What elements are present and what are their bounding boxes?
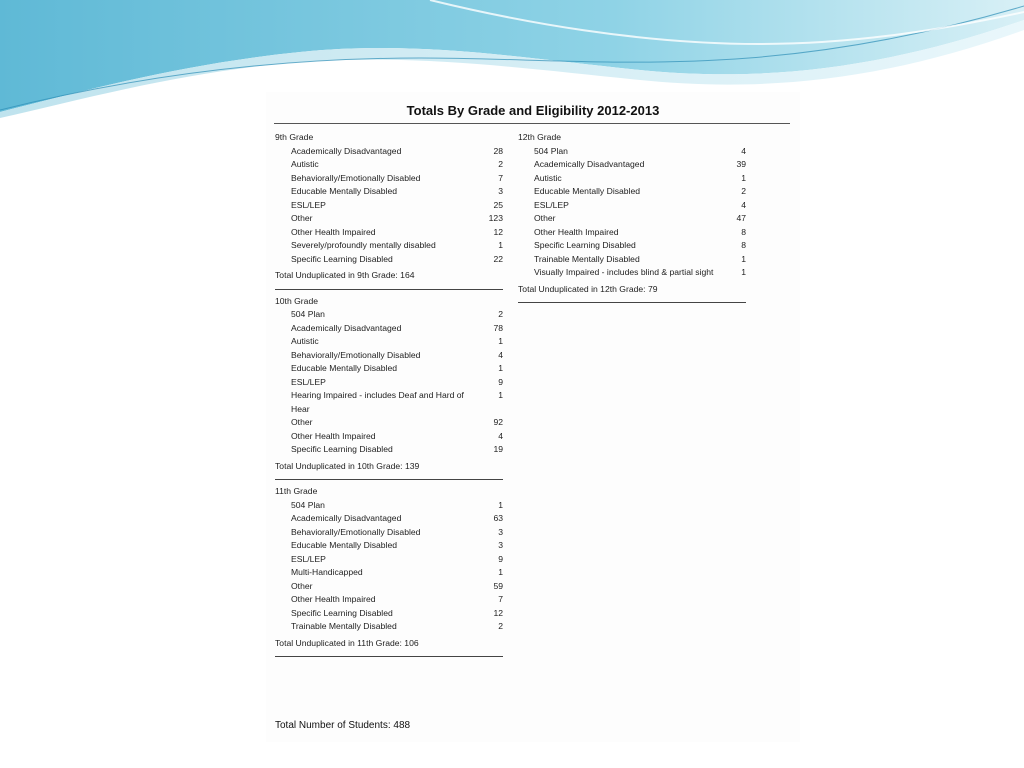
category-label: Behaviorally/Emotionally Disabled	[291, 172, 421, 183]
category-label: Specific Learning Disabled	[291, 607, 393, 618]
category-label: Other Health Impaired	[291, 594, 376, 604]
category-label: Autistic	[534, 172, 562, 183]
category-label: Multi-Handicapped	[291, 567, 363, 577]
table-row	[275, 226, 503, 240]
category-count: 2	[498, 309, 503, 319]
table-row	[275, 499, 503, 513]
category-label: Other	[291, 417, 313, 427]
table-row	[275, 416, 503, 430]
right-column	[518, 131, 746, 308]
category-label: Other	[291, 580, 313, 591]
table-row	[518, 239, 746, 253]
category-count: 9	[498, 376, 503, 387]
grade-total: Total Unduplicated in 10th Grade: 139	[275, 460, 420, 471]
category-label: Academically Disadvantaged	[534, 159, 645, 169]
category-count: 25	[493, 199, 503, 210]
category-label: Specific Learning Disabled	[534, 240, 636, 250]
table-row	[275, 566, 503, 580]
table-row	[518, 199, 746, 213]
category-label: Other Health Impaired	[291, 226, 376, 237]
category-label: Academically Disadvantaged	[291, 513, 402, 523]
category-count: 1	[498, 567, 503, 577]
section-divider	[275, 289, 503, 290]
category-count: 78	[493, 322, 503, 333]
category-count: 1	[498, 363, 503, 373]
category-count: 1	[741, 172, 746, 183]
table-row	[275, 593, 503, 607]
table-row	[275, 620, 503, 634]
table-row	[275, 212, 503, 226]
category-count: 1	[741, 253, 746, 264]
table-row	[275, 443, 503, 457]
table-row	[275, 349, 503, 363]
category-count: 4	[741, 199, 746, 210]
category-count: 22	[493, 253, 503, 264]
table-row	[275, 526, 503, 540]
category-count: 92	[493, 417, 503, 427]
section-divider	[275, 656, 503, 657]
grade-heading: 10th Grade	[275, 295, 318, 306]
table-row	[275, 158, 503, 172]
category-label: Behaviorally/Emotionally Disabled	[291, 349, 421, 360]
table-row	[275, 553, 503, 567]
table-row	[275, 539, 503, 553]
table-row	[518, 226, 746, 240]
table-row	[518, 158, 746, 172]
grade-heading: 12th Grade	[518, 132, 561, 142]
category-label: ESL/LEP	[291, 376, 326, 387]
category-count: 1	[498, 499, 503, 510]
category-count: 1	[498, 390, 503, 400]
category-label: Behaviorally/Emotionally Disabled	[291, 526, 421, 537]
table-row	[275, 172, 503, 186]
category-count: 1	[498, 240, 503, 250]
category-label: Educable Mentally Disabled	[291, 363, 398, 373]
category-count: 28	[493, 145, 503, 156]
category-count: 9	[498, 553, 503, 564]
table-row	[518, 172, 746, 186]
category-label: Trainable Mentally Disabled	[291, 621, 397, 631]
category-label: Other Health Impaired	[291, 430, 376, 441]
category-label: 504 Plan	[291, 309, 325, 319]
category-count: 12	[493, 226, 503, 237]
grade-total: Total Unduplicated in 11th Grade: 106	[275, 637, 419, 648]
table-row	[518, 145, 746, 159]
table-row	[275, 376, 503, 390]
section-divider	[275, 479, 503, 480]
grade-section-9th	[275, 131, 503, 290]
grade-section-12th	[518, 131, 746, 303]
category-count: 8	[741, 226, 746, 237]
category-count: 8	[741, 240, 746, 250]
category-count: 39	[736, 159, 746, 169]
category-count: 3	[498, 186, 503, 196]
category-label: Educable Mentally Disabled	[291, 186, 398, 196]
table-row	[275, 185, 503, 199]
report-title: Totals By Grade and Eligibility 2012-2013	[406, 103, 660, 118]
report-page	[266, 92, 800, 742]
category-label: Autistic	[291, 159, 319, 169]
category-count: 7	[498, 172, 503, 183]
category-count: 19	[493, 444, 503, 454]
grade-total: Total Unduplicated in 12th Grade: 79	[518, 283, 658, 294]
category-label: ESL/LEP	[291, 199, 326, 210]
table-row	[275, 389, 503, 416]
table-row	[275, 362, 503, 376]
table-row	[275, 239, 503, 253]
grand-total: Total Number of Students: 488	[275, 720, 411, 731]
category-count: 1	[498, 336, 503, 346]
category-count: 63	[493, 513, 503, 523]
table-row	[275, 199, 503, 213]
table-row	[518, 266, 746, 280]
grade-total: Total Unduplicated in 9th Grade: 164	[275, 270, 415, 280]
category-label: ESL/LEP	[534, 199, 569, 210]
category-count: 4	[498, 430, 503, 441]
category-count: 2	[741, 186, 746, 196]
category-label: Academically Disadvantaged	[291, 322, 402, 333]
category-label: Autistic	[291, 336, 319, 346]
table-row	[518, 253, 746, 267]
category-count: 2	[498, 621, 503, 631]
category-count: 3	[498, 526, 503, 537]
category-label: Specific Learning Disabled	[291, 444, 393, 454]
category-count: 12	[493, 607, 503, 618]
section-divider	[518, 302, 746, 303]
category-label: Other	[291, 213, 313, 223]
category-label: Hearing Impaired - includes Deaf and Hard of Hear	[291, 390, 464, 414]
grade-section-10th	[275, 295, 503, 481]
category-label: 504 Plan	[291, 499, 325, 510]
table-row	[275, 253, 503, 267]
category-label: Educable Mentally Disabled	[534, 186, 641, 196]
title-divider	[274, 123, 790, 124]
category-label: Visually Impaired - includes blind & partial sight	[534, 267, 714, 277]
category-label: Academically Disadvantaged	[291, 145, 402, 156]
left-column	[275, 131, 503, 662]
category-count: 123	[488, 213, 503, 223]
category-count: 3	[498, 540, 503, 550]
category-count: 59	[493, 580, 503, 591]
category-count: 4	[741, 145, 746, 156]
grade-heading: 9th Grade	[275, 132, 314, 142]
category-label: Specific Learning Disabled	[291, 253, 393, 264]
category-label: Educable Mentally Disabled	[291, 540, 398, 550]
category-count: 7	[498, 594, 503, 604]
category-count: 1	[741, 267, 746, 277]
category-count: 47	[736, 213, 746, 223]
table-row	[275, 322, 503, 336]
category-label: Trainable Mentally Disabled	[534, 253, 640, 264]
table-row	[275, 145, 503, 159]
table-row	[275, 308, 503, 322]
category-label: Severely/profoundly mentally disabled	[291, 240, 436, 250]
table-row	[275, 335, 503, 349]
grade-heading: 11th Grade	[275, 486, 318, 496]
category-count: 2	[498, 159, 503, 169]
category-label: Other	[534, 213, 556, 223]
table-row	[275, 512, 503, 526]
table-row	[518, 212, 746, 226]
category-count: 4	[498, 349, 503, 360]
table-row	[275, 430, 503, 444]
table-row	[518, 185, 746, 199]
table-row	[275, 607, 503, 621]
category-label: ESL/LEP	[291, 553, 326, 564]
grade-section-11th	[275, 485, 503, 657]
category-label: Other Health Impaired	[534, 226, 619, 237]
table-row	[275, 580, 503, 594]
category-label: 504 Plan	[534, 145, 568, 156]
